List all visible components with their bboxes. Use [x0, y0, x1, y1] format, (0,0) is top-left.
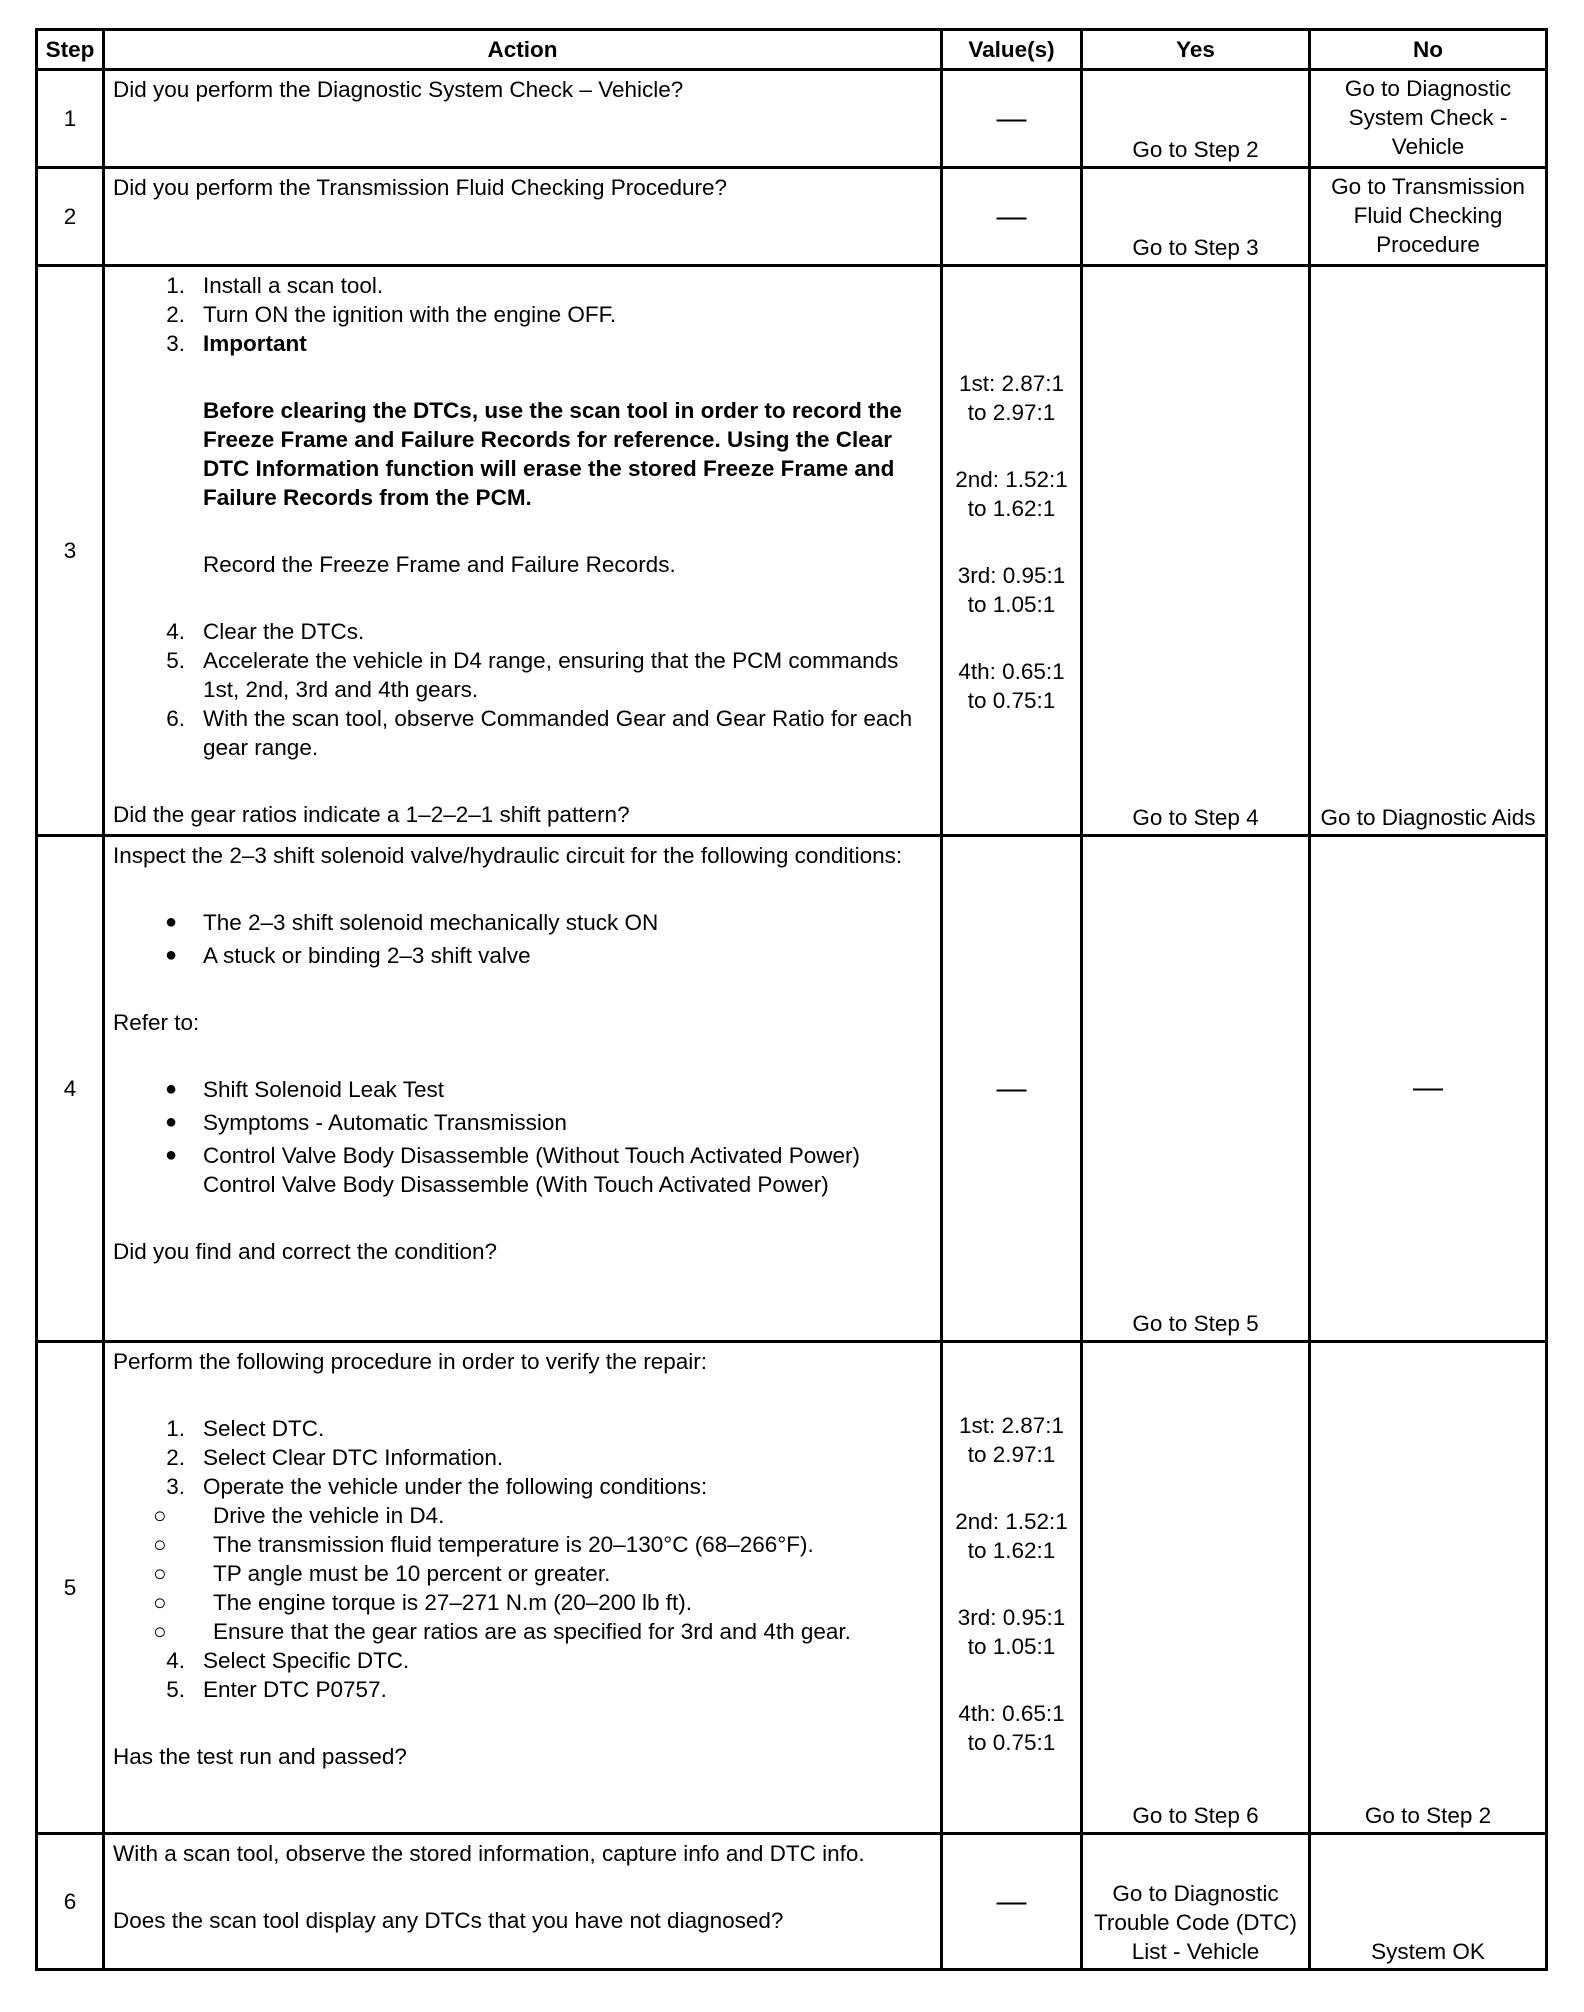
list-item: ● Shift Solenoid Leak Test: [113, 1075, 934, 1104]
step-number: 2: [37, 168, 104, 266]
list-item: 5. Accelerate the vehicle in D4 range, ensuring that the PCM commands 1st, 2nd, 3rd and 4th gears.: [166, 648, 899, 702]
condition-sublist: [113, 1501, 934, 1646]
step-number: 6: [37, 1834, 104, 1970]
no-cell: Go to Diagnostic Aids: [1310, 266, 1547, 836]
bullet-icon: ●: [165, 944, 178, 966]
bullet-icon: ●: [165, 1111, 178, 1133]
list-item: 3. Operate the vehicle under the following conditions:: [166, 1474, 708, 1499]
header-action: Action: [104, 30, 942, 70]
step-number: 4: [37, 836, 104, 1342]
list-item: 3. Important: [113, 329, 934, 358]
circle-bullet-icon: ○: [153, 1503, 167, 1528]
intro-text: Inspect the 2–3 shift solenoid valve/hydraulic circuit for the following conditions:: [113, 843, 903, 868]
procedure-list: [113, 1414, 934, 1501]
table-row: [37, 266, 1547, 836]
list-item: 5. Enter DTC P0757.: [166, 1677, 387, 1702]
bullet-icon: ●: [165, 1144, 178, 1166]
header-no: No: [1310, 30, 1547, 70]
list-item: 2. Turn ON the ignition with the engine OFF.: [166, 302, 617, 327]
circle-bullet-icon: ○: [153, 1561, 167, 1586]
table-row: [37, 1834, 1547, 1970]
gear-ratio: 4th: 0.65:1 to 0.75:1: [958, 1701, 1065, 1755]
no-cell: System OK: [1310, 1834, 1547, 1970]
gear-ratio: 3rd: 0.95:1 to 1.05:1: [957, 563, 1066, 617]
no-cell: —: [1310, 836, 1547, 1342]
value-cell: —: [942, 70, 1082, 168]
list-item: 1. Select DTC.: [166, 1416, 325, 1441]
no-cell: Go to Transmission Fluid Checking Procedure: [1310, 168, 1547, 266]
list-item: ● The 2–3 shift solenoid mechanically stuck ON: [113, 908, 934, 937]
header-yes: Yes: [1082, 30, 1310, 70]
action-cell: [104, 70, 942, 168]
value-cell: —: [942, 1834, 1082, 1970]
question-text: Did the gear ratios indicate a 1–2–2–1 shift pattern?: [113, 802, 630, 827]
table-row: [37, 836, 1547, 1342]
important-label: Important: [203, 331, 307, 356]
intro-text: Perform the following procedure in order to verify the repair:: [113, 1349, 708, 1374]
gear-ratio: 1st: 2.87:1 to 2.97:1: [958, 371, 1065, 425]
yes-cell: Go to Step 6: [1082, 1342, 1310, 1834]
yes-cell: Go to Step 5: [1082, 836, 1310, 1342]
circle-bullet-icon: ○: [153, 1590, 167, 1615]
list-item: ● Symptoms - Automatic Transmission: [113, 1108, 934, 1137]
step-number: 1: [37, 70, 104, 168]
gear-ratio: 4th: 0.65:1 to 0.75:1: [958, 659, 1065, 713]
step-number: 5: [37, 1342, 104, 1834]
question-text: Does the scan tool display any DTCs that you have not diagnosed?: [113, 1908, 784, 1933]
refer-label: Refer to:: [113, 1010, 200, 1035]
list-item: 1. Install a scan tool.: [166, 273, 384, 298]
list-item: ○ TP angle must be 10 percent or greater.: [113, 1559, 934, 1588]
value-cell: —: [942, 836, 1082, 1342]
diagnostic-table: [35, 28, 1548, 1971]
reference-list: [113, 1075, 934, 1199]
gear-ratio: 2nd: 1.52:1 to 1.62:1: [955, 467, 1068, 521]
yes-cell: Go to Step 3: [1082, 168, 1310, 266]
question-text: Has the test run and passed?: [113, 1744, 407, 1769]
table-row: [37, 70, 1547, 168]
step-number: 3: [37, 266, 104, 836]
list-item: 2. Select Clear DTC Information.: [166, 1445, 504, 1470]
value-cell: [942, 1342, 1082, 1834]
question-text: Did you perform the Diagnostic System Check – Vehicle?: [113, 77, 684, 102]
list-item: 6. With the scan tool, observe Commanded Gear and Gear Ratio for each gear range.: [166, 706, 913, 760]
procedure-list: [113, 1646, 934, 1704]
table-row: [37, 1342, 1547, 1834]
bullet-icon: ●: [165, 911, 178, 933]
intro-text: With a scan tool, observe the stored information, capture info and DTC info.: [113, 1841, 865, 1866]
important-note: Before clearing the DTCs, use the scan tool in order to record the Freeze Frame and Failure Records for reference. Using the Clear DTC Information function will erase the stored Freeze Frame and Failure Records from the PCM.: [203, 398, 902, 510]
no-cell: Go to Diagnostic System Check - Vehicle: [1310, 70, 1547, 168]
header-step: Step: [37, 30, 104, 70]
condition-list: [113, 908, 934, 970]
list-item: ○ The engine torque is 27–271 N.m (20–200 lb ft).: [113, 1588, 934, 1617]
action-cell: [104, 266, 942, 836]
bullet-icon: ●: [165, 1078, 178, 1100]
procedure-list: [113, 617, 934, 762]
table-row: [37, 168, 1547, 266]
list-item: 4. Clear the DTCs.: [166, 619, 365, 644]
action-cell: [104, 168, 942, 266]
list-item: ● Control Valve Body Disassemble (Without Touch Activated Power) Control Valve Body Disassemble (With Touch Activated Power): [113, 1141, 934, 1199]
header-row: [37, 30, 1547, 70]
circle-bullet-icon: ○: [153, 1532, 167, 1557]
list-item: 4. Select Specific DTC.: [166, 1648, 410, 1673]
value-cell: [942, 266, 1082, 836]
record-note: Record the Freeze Frame and Failure Records.: [203, 552, 676, 577]
value-cell: —: [942, 168, 1082, 266]
list-item: ○ Drive the vehicle in D4.: [113, 1501, 934, 1530]
yes-cell: Go to Step 2: [1082, 70, 1310, 168]
gear-ratio: 2nd: 1.52:1 to 1.62:1: [955, 1509, 1068, 1563]
yes-cell: Go to Diagnostic Trouble Code (DTC) List - Vehicle: [1082, 1834, 1310, 1970]
action-cell: [104, 836, 942, 1342]
gear-ratio: 3rd: 0.95:1 to 1.05:1: [957, 1605, 1066, 1659]
question-text: Did you perform the Transmission Fluid Checking Procedure?: [113, 175, 728, 200]
no-cell: Go to Step 2: [1310, 1342, 1547, 1834]
question-text: Did you find and correct the condition?: [113, 1239, 497, 1264]
procedure-list: [113, 271, 934, 358]
action-cell: [104, 1834, 942, 1970]
gear-ratio: 1st: 2.87:1 to 2.97:1: [958, 1413, 1065, 1467]
list-item: ○ Ensure that the gear ratios are as specified for 3rd and 4th gear.: [113, 1617, 934, 1646]
circle-bullet-icon: ○: [153, 1619, 167, 1644]
list-item: ● A stuck or binding 2–3 shift valve: [113, 941, 934, 970]
action-cell: [104, 1342, 942, 1834]
list-item: ○ The transmission fluid temperature is 20–130°C (68–266°F).: [113, 1530, 934, 1559]
header-values: Value(s): [942, 30, 1082, 70]
yes-cell: Go to Step 4: [1082, 266, 1310, 836]
